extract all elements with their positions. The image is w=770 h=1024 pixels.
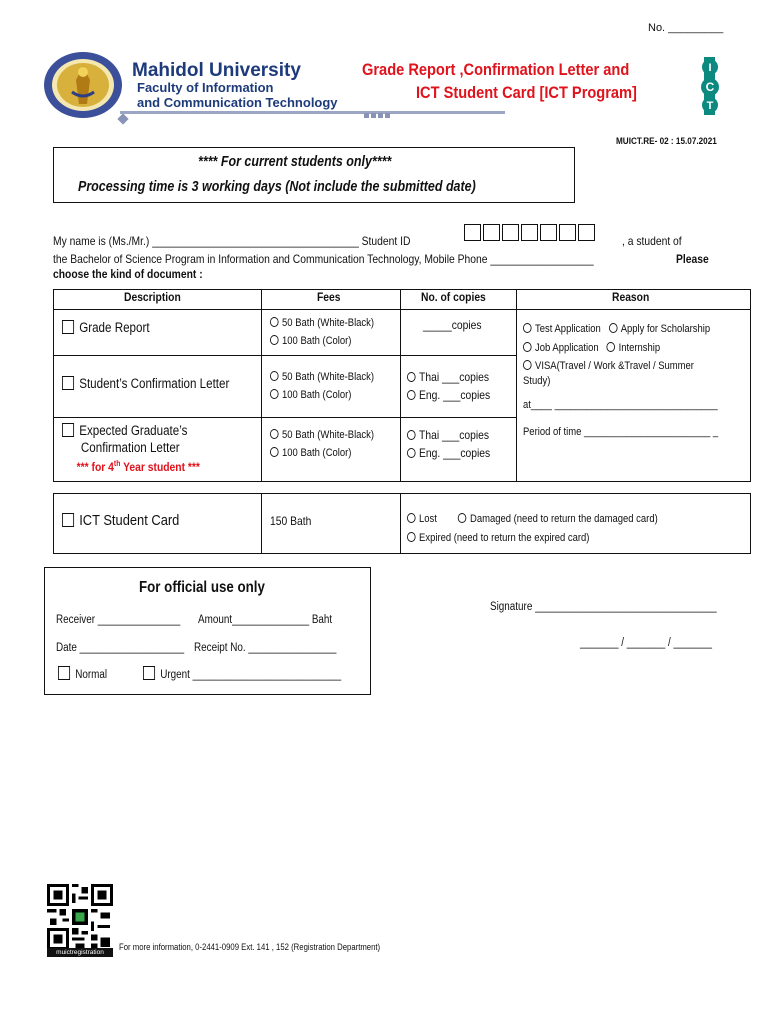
ict-card-fee: 150 Bath: [269, 514, 311, 528]
column-header-fees: Fees: [261, 290, 401, 310]
header-square: [378, 113, 383, 118]
grade-fee-color-radio[interactable]: [270, 335, 279, 345]
choose-document-text: choose the kind of document :: [53, 267, 203, 281]
confirm-fee-bw-radio[interactable]: [270, 371, 279, 381]
qr-code-icon: [47, 884, 113, 950]
grade-copies-field[interactable]: _____copies: [423, 318, 482, 332]
student-id-digit-box[interactable]: [559, 224, 576, 241]
receiver-field[interactable]: Receiver _______________: [56, 614, 181, 626]
confirm-thai-copies[interactable]: Thai ___copies: [419, 370, 490, 384]
header-square: [364, 113, 369, 118]
notice-processing-time: Processing time is 3 working days (Not include the submitted date): [78, 179, 476, 195]
ict-logo: [684, 57, 736, 115]
receipt-no-field[interactable]: Receipt No. ________________: [194, 642, 337, 654]
notice-current-students: **** For current students only****: [198, 154, 392, 170]
reason-cell: [516, 310, 750, 482]
program-mobile-line: the Bachelor of Science Program in Information and Communication Technology, Mobile Phone __________________: [53, 252, 594, 266]
ict-card-table: [53, 493, 751, 554]
reason-visa-label: VISA(Travel / Work &Travel / Summer: [535, 360, 694, 372]
card-lost-label: Lost: [419, 513, 438, 525]
header-square: [385, 113, 390, 118]
faculty-name-line2: and Communication Technology: [137, 95, 338, 110]
form-title-line2: ICT Student Card [ICT Program]: [416, 83, 637, 102]
confirmation-letter-checkbox[interactable]: [62, 376, 74, 390]
student-id-digit-box[interactable]: [540, 224, 557, 241]
ict-logo-letter-t: T: [706, 100, 714, 112]
reason-scholarship-radio[interactable]: [609, 323, 618, 333]
reason-internship-label: Internship: [618, 342, 661, 354]
fourth-year-note-post: Year student ***: [120, 460, 200, 474]
confirm-thai-radio[interactable]: [407, 372, 416, 382]
expected-thai-copies[interactable]: Thai ___copies: [419, 428, 490, 442]
ict-logo-letter-i: I: [708, 62, 712, 74]
card-damaged-label: Damaged (need to return the damaged card): [470, 513, 658, 525]
reason-period-field[interactable]: Period of time ________________________ _: [522, 426, 719, 438]
date-field[interactable]: Date ___________________: [56, 642, 185, 654]
expected-fee-bw-label: 50 Bath (White-Black): [281, 429, 374, 441]
document-number: No. _________: [648, 22, 724, 34]
faculty-name-line1: Faculty of Information: [137, 80, 274, 95]
official-use-title: For official use only: [139, 579, 265, 596]
grade-report-checkbox[interactable]: [62, 320, 74, 334]
fourth-year-note-pre: *** for 4: [76, 460, 114, 474]
card-expired-radio[interactable]: [407, 532, 416, 542]
urgent-checkbox[interactable]: [143, 666, 155, 680]
student-id-digit-box[interactable]: [521, 224, 538, 241]
footer-contact-info: For more information, 0-2441-0909 Ext. 141 , 152 (Registration Department): [119, 942, 381, 952]
student-of-text: , a student of: [622, 234, 682, 248]
mahidol-seal-logo: [42, 50, 124, 120]
confirm-fee-bw-label: 50 Bath (White-Black): [281, 371, 374, 383]
name-and-id-line: My name is (Ms./Mr.) ____________________________________ Student ID: [53, 234, 411, 248]
confirm-fee-color-radio[interactable]: [270, 389, 279, 399]
card-lost-radio[interactable]: [407, 513, 416, 523]
confirm-eng-radio[interactable]: [407, 390, 416, 400]
expected-thai-radio[interactable]: [407, 430, 416, 440]
document-request-table: [53, 289, 751, 482]
column-header-reason: Reason: [516, 290, 750, 310]
form-code: MUICT.RE- 02 : 15.07.2021: [616, 136, 717, 147]
expected-eng-radio[interactable]: [407, 448, 416, 458]
student-id-digit-box[interactable]: [578, 224, 595, 241]
expected-graduate-checkbox[interactable]: [62, 423, 74, 437]
reason-job-radio[interactable]: [523, 342, 532, 352]
confirm-fee-color-label: 100 Bath (Color): [281, 389, 352, 401]
card-expired-label: Expired (need to return the expired card): [419, 532, 590, 544]
expected-graduate-label-line1: Expected Graduate’s: [79, 423, 188, 438]
fourth-year-note-sup: th: [113, 459, 121, 468]
signature-date-field[interactable]: _______ / _______ / _______: [580, 637, 712, 649]
student-id-boxes[interactable]: [464, 224, 597, 241]
grade-fee-bw-label: 50 Bath (White-Black): [281, 317, 374, 329]
please-text: Please: [676, 252, 709, 266]
grade-fee-color-label: 100 Bath (Color): [281, 335, 352, 347]
student-id-digit-box[interactable]: [483, 224, 500, 241]
expected-fee-bw-radio[interactable]: [270, 429, 279, 439]
confirmation-letter-label: Student’s Confirmation Letter: [79, 376, 230, 391]
reason-test-label: Test Application: [535, 323, 601, 335]
card-damaged-radio[interactable]: [458, 513, 467, 523]
university-name: Mahidol University: [132, 60, 301, 81]
student-id-digit-box[interactable]: [502, 224, 519, 241]
reason-job-label: Job Application: [535, 342, 599, 354]
urgent-field[interactable]: Urgent ___________________________: [160, 669, 342, 681]
reason-internship-radio[interactable]: [607, 342, 616, 352]
fourth-year-note: [62, 456, 233, 475]
ict-logo-letter-c: C: [705, 80, 715, 94]
header-rule: [120, 111, 505, 114]
reason-visa-label-cont: Study): [522, 375, 551, 387]
grade-fee-bw-radio[interactable]: [270, 317, 279, 327]
normal-checkbox[interactable]: [58, 666, 70, 680]
reason-test-radio[interactable]: [523, 323, 532, 333]
form-title-line1: Grade Report ,Confirmation Letter and: [362, 60, 630, 79]
student-id-digit-box[interactable]: [464, 224, 481, 241]
ict-card-label: ICT Student Card: [79, 512, 180, 529]
expected-fee-color-label: 100 Bath (Color): [281, 447, 352, 459]
reason-visa-radio[interactable]: [523, 360, 532, 370]
grade-report-label: Grade Report: [79, 320, 150, 335]
normal-label: Normal: [75, 669, 108, 681]
expected-fee-color-radio[interactable]: [270, 447, 279, 457]
reason-at-field[interactable]: at____ _______________________________: [522, 399, 718, 411]
expected-graduate-label-line2: Confirmation Letter: [80, 440, 180, 455]
header-square: [371, 113, 376, 118]
column-header-description: Description: [54, 290, 262, 310]
ict-card-checkbox[interactable]: [62, 513, 74, 527]
column-header-copies: No. of copies: [401, 290, 517, 310]
confirm-eng-copies[interactable]: Eng. ___copies: [419, 388, 491, 402]
table-row-grade-report: [54, 310, 751, 356]
signature-field[interactable]: Signature _________________________________: [490, 601, 717, 613]
reason-scholarship-label: Apply for Scholarship: [620, 323, 711, 335]
qr-caption: muictregistration: [47, 948, 113, 957]
amount-field[interactable]: Amount______________ Baht: [198, 614, 333, 626]
expected-eng-copies[interactable]: Eng. ___copies: [419, 446, 491, 460]
